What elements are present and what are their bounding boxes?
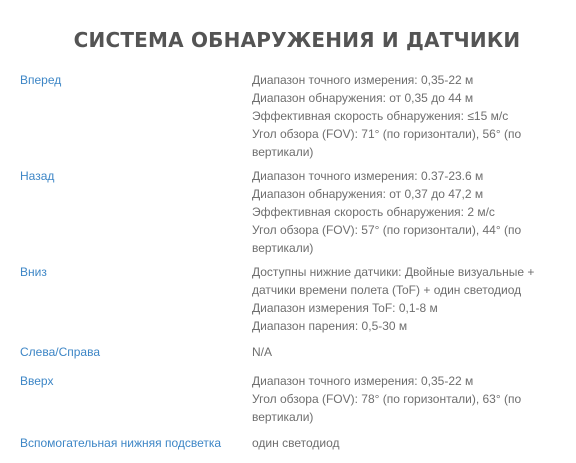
spec-value-line: Диапазон точного измерения: 0,35-22 м — [252, 73, 474, 87]
spec-value-line: датчики времени полета (ToF) + один светодиод — [252, 283, 522, 297]
spec-value-line: Диапазон точного измерения: 0.37-23.6 м — [252, 169, 484, 183]
spec-value-forward — [252, 71, 562, 161]
spec-label-downward[interactable]: Вниз — [20, 265, 47, 279]
spec-label-auxiliary-light[interactable]: Вспомогательная нижняя подсветка — [20, 436, 222, 450]
spec-value-line: Диапазон обнаружения: от 0,35 до 44 м — [252, 91, 474, 105]
spec-value-line: Диапазон обнаружения: от 0,37 до 47,2 м — [252, 187, 484, 201]
page-title: СИСТЕМА ОБНАРУЖЕНИЯ И ДАТЧИКИ — [73, 28, 521, 52]
spec-value-line: Диапазон измерения ToF: 0,1-8 м — [252, 301, 438, 315]
spec-label-backward[interactable]: Назад — [20, 169, 55, 183]
spec-value-backward — [252, 167, 562, 257]
spec-value-line: Диапазон точного измерения: 0,35-22 м — [252, 374, 474, 388]
spec-value-line: вертикали) — [252, 241, 314, 255]
spec-value-line: вертикали) — [252, 410, 314, 424]
spec-value-line: Эффективная скорость обнаружения: 2 м/с — [252, 205, 495, 219]
spec-label-upward[interactable]: Вверх — [20, 374, 54, 388]
spec-value-downward — [252, 263, 562, 335]
spec-value-line: Угол обзора (FOV): 78° (по горизонтали), 63° (по — [252, 392, 522, 406]
spec-value-sides — [252, 343, 562, 361]
spec-label-sides[interactable]: Слева/Справа — [20, 345, 101, 359]
spec-value-upward — [252, 372, 562, 426]
spec-value-line: N/A — [252, 345, 273, 359]
spec-value-auxiliary-light — [252, 434, 562, 452]
spec-value-line: Угол обзора (FOV): 71° (по горизонтали), 56° (по — [252, 127, 522, 141]
spec-value-line: Угол обзора (FOV): 57° (по горизонтали), 44° (по — [252, 223, 522, 237]
spec-value-line: Доступны нижние датчики: Двойные визуальные + — [252, 265, 535, 279]
spec-value-line: Диапазон парения: 0,5-30 м — [252, 319, 408, 333]
spec-value-line: Эффективная скорость обнаружения: ≤15 м/с — [252, 109, 509, 123]
spec-value-line: вертикали) — [252, 145, 314, 159]
spec-value-line: один светодиод — [252, 436, 340, 450]
spec-label-forward[interactable]: Вперед — [20, 73, 62, 87]
